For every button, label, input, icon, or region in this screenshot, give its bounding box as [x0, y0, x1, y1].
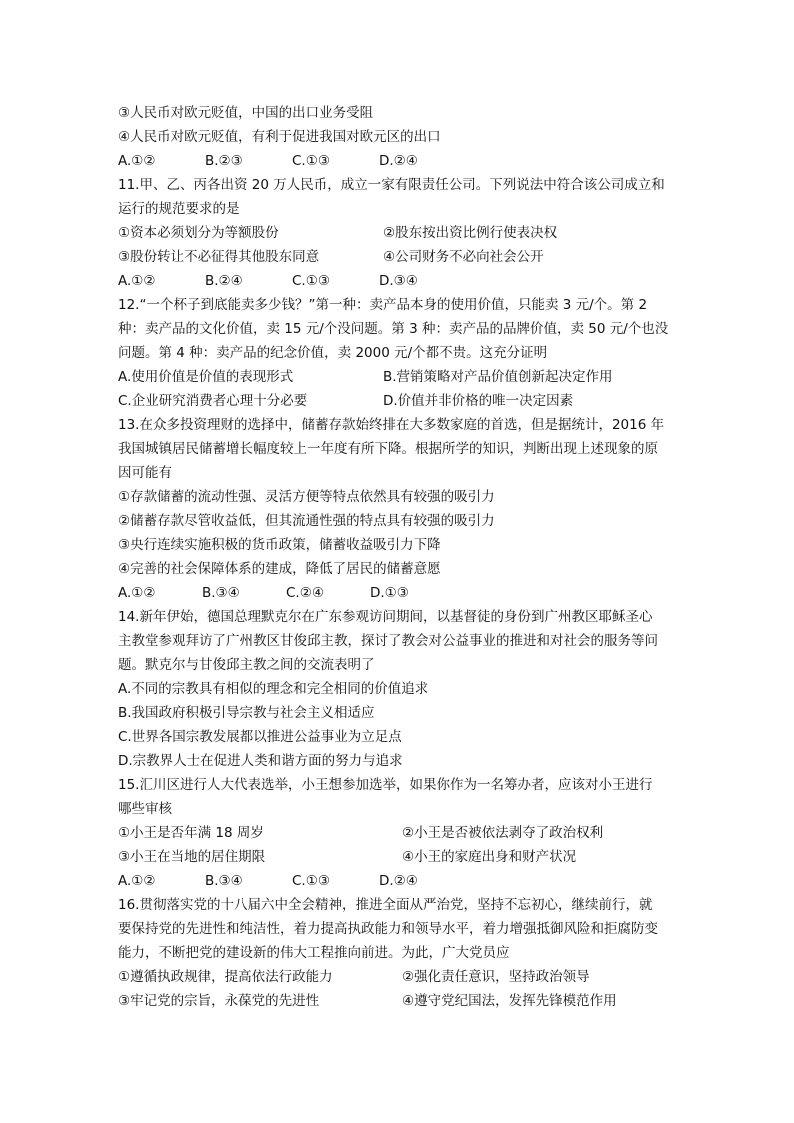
option-item: ②股东按出资比例行使表决权	[383, 225, 558, 241]
option-item: A.使用价值是价值的表现形式	[118, 369, 294, 385]
answer-choice: A.①②	[118, 153, 156, 169]
text-line: 13.在众多投资理财的选择中，储蓄存款始终排在大多数家庭的首选，但是据统计，2016 年	[118, 417, 665, 433]
option-pair-row	[118, 845, 684, 869]
text-line: ①存款储蓄的流动性强、灵活方便等特点依然具有较强的吸引力	[118, 489, 495, 505]
text-line: 因可能有	[118, 465, 172, 481]
option-pair-row	[118, 389, 684, 413]
text-line: ④人民币对欧元贬值，有利于促进我国对欧元区的出口	[118, 129, 441, 145]
option-pair-row	[118, 989, 684, 1013]
text-line: B.我国政府积极引导宗教与社会主义相适应	[118, 705, 375, 721]
option-item: ②强化责任意识，坚持政治领导	[402, 969, 590, 985]
option-item: ④遵守党纪国法，发挥先锋模范作用	[402, 993, 617, 1009]
text-line: 15.汇川区进行人大代表选举，小王想参加选举，如果你作为一名筹办者，应该对小王进行	[118, 777, 653, 793]
answer-choices-row	[118, 149, 684, 173]
option-item: D.价值并非价格的唯一决定因素	[383, 393, 574, 409]
text-line: 题。默克尔与甘俊邱主教之间的交流表明了	[118, 657, 375, 673]
answer-choice: D.③④	[379, 273, 418, 289]
answer-choices-row	[118, 869, 684, 893]
option-item: ①资本必须划分为等额股份	[118, 225, 279, 241]
answer-choice: B.②③	[205, 153, 243, 169]
option-item: ③股份转让不必征得其他股东同意	[118, 249, 320, 265]
answer-choice: D.②④	[379, 153, 418, 169]
text-line: ③人民币对欧元贬值，中国的出口业务受阻	[118, 105, 374, 121]
text-line: 哪些审核	[118, 801, 172, 817]
answer-choice: D.②④	[379, 873, 418, 889]
option-item: ③小王在当地的居住期限	[118, 849, 266, 865]
text-line: A.不同的宗教具有相似的理念和完全相同的价值追求	[118, 681, 429, 697]
option-item: ③牢记党的宗旨，永葆党的先进性	[118, 993, 320, 1009]
text-line: 我国城镇居民储蓄增长幅度较上一年度有所下降。根据所学的知识，判断出现上述现象的原	[118, 441, 658, 457]
answer-choice: B.②④	[205, 273, 243, 289]
text-line: 能力，不断把党的建设新的伟大工程推向前进。为此，广大党员应	[118, 945, 510, 961]
option-pair-row	[118, 821, 684, 845]
text-line: 11.甲、乙、丙各出资 20 万人民币，成立一家有限责任公司。下列说法中符合该公司成立和	[118, 177, 665, 193]
answer-choice: A.①②	[118, 585, 156, 601]
option-item: ①小王是否年满 18 周岁	[118, 825, 264, 841]
answer-choice: D.①③	[370, 585, 409, 601]
answer-choice: A.①②	[118, 873, 156, 889]
option-item: C.企业研究消费者心理十分必要	[118, 393, 308, 409]
option-item: ④小王的家庭出身和财产状况	[402, 849, 577, 865]
option-item: ④公司财务不必向社会公开	[383, 249, 544, 265]
text-line: 14.新年伊始，德国总理默克尔在广东参观访问期间，以基督徒的身份到广州教区耶稣圣心	[118, 609, 653, 625]
text-line: C.世界各国宗教发展都以推进公益事业为立足点	[118, 729, 402, 745]
option-pair-row	[118, 245, 684, 269]
answer-choice: B.③④	[202, 585, 240, 601]
answer-choice: C.②④	[286, 585, 324, 601]
option-pair-row	[118, 221, 684, 245]
exam-content	[118, 101, 684, 1013]
answer-choice: C.①③	[292, 873, 330, 889]
answer-choice: C.①③	[292, 153, 330, 169]
text-line: 要保持党的先进性和纯洁性，着力提高执政能力和领导水平，着力增强抵御风险和拒腐防变	[118, 921, 658, 937]
text-line: 12.“一个杯子到底能卖多少钱？”第一种：卖产品本身的使用价值，只能卖 3 元/个。第 2	[118, 297, 648, 313]
answer-choice: C.①③	[292, 273, 330, 289]
text-line: ④完善的社会保障体系的建成，降低了居民的储蓄意愿	[118, 561, 441, 577]
text-line: 16.贯彻落实党的十八届六中全会精神，推进全面从严治党，坚持不忘初心，继续前行，就	[118, 897, 653, 913]
option-item: ①遵循执政规律，提高依法行政能力	[118, 969, 333, 985]
option-item: B.营销策略对产品价值创新起决定作用	[383, 369, 613, 385]
option-pair-row	[118, 965, 684, 989]
answer-choice: B.③④	[205, 873, 243, 889]
answer-choice: A.①②	[118, 273, 156, 289]
text-line: 运行的规范要求的是	[118, 201, 240, 217]
option-item: ②小王是否被依法剥夺了政治权利	[402, 825, 604, 841]
text-line: 主教堂参观拜访了广州教区甘俊邱主教，探讨了教会对公益事业的推进和对社会的服务等问	[118, 633, 658, 649]
text-line: 种：卖产品的文化价值，卖 15 元/个没问题。第 3 种：卖产品的品牌价值，卖 50 元/个也没	[118, 321, 669, 337]
text-line: 问题。第 4 种：卖产品的纪念价值，卖 2000 元/个都不贵。这充分证明	[118, 345, 548, 361]
answer-choices-row	[118, 269, 684, 293]
option-pair-row	[118, 365, 684, 389]
text-line: D.宗教界人士在促进人类和谐方面的努力与追求	[118, 753, 403, 769]
answer-choices-row	[118, 581, 684, 605]
text-line: ③央行连续实施积极的货币政策，储蓄收益吸引力下降	[118, 537, 441, 553]
text-line: ②储蓄存款尽管收益低，但其流通性强的特点具有较强的吸引力	[118, 513, 495, 529]
